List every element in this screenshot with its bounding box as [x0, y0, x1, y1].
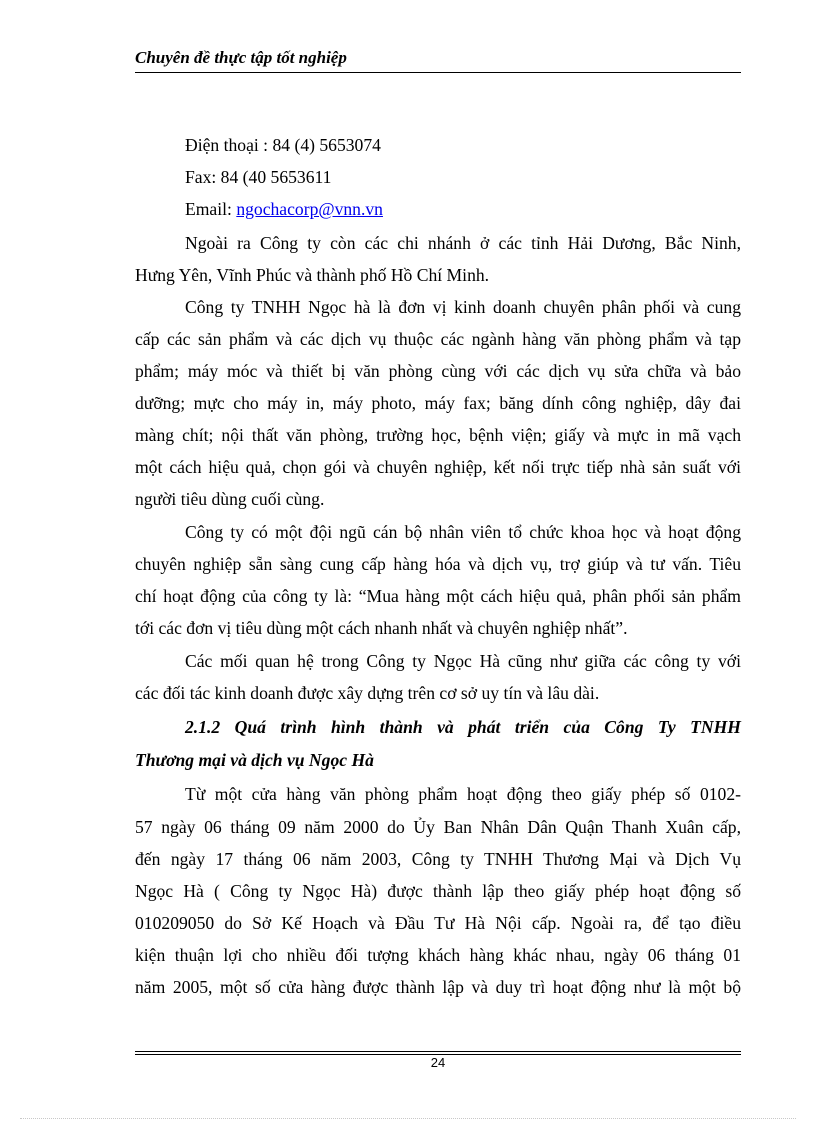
email-label: Email: [185, 199, 237, 219]
paragraph-line: Các mối quan hệ trong Công ty Ngọc Hà cũng như giữa các công ty với [185, 651, 741, 671]
paragraph-line: phẩm; máy móc và thiết bị văn phòng cùng với các dịch vụ sửa chữa và bảo [135, 361, 741, 381]
page-edge [20, 1118, 796, 1119]
section-heading: 2.1.2 Quá trình hình thành và phát triển của Công Ty TNHH [185, 717, 741, 737]
page-header [135, 48, 741, 73]
paragraph-line: năm 2005, một số cửa hàng được thành lập và duy trì hoạt động như là một bộ [135, 977, 741, 997]
phone-line: Điện thoại : 84 (4) 5653074 [185, 135, 381, 155]
paragraph-line: Hưng Yên, Vĩnh Phúc và thành phố Hồ Chí Minh. [135, 265, 490, 285]
email-link[interactable]: ngochacorp@vnn.vn [236, 199, 383, 219]
paragraph-line: đến ngày 17 tháng 06 năm 2003, Công ty TNHH Thương Mại và Dịch Vụ [135, 849, 741, 869]
paragraph-line: Từ một cửa hàng văn phòng phẩm hoạt động theo giấy phép số 0102- [185, 784, 741, 804]
paragraph-line: 010209050 do Sở Kế Hoạch và Đầu Tư Hà Nội cấp. Ngoài ra, để tạo điều [135, 913, 741, 933]
footer-rule [135, 1051, 741, 1052]
section-heading: Thương mại và dịch vụ Ngọc Hà [135, 750, 374, 770]
document-title: Chuyên đề thực tập tốt nghiệp [135, 48, 347, 67]
paragraph-line: một cách hiệu quả, chọn gói và chuyên nghiệp, kết nối trực tiếp nhà sản suất với [135, 457, 741, 477]
paragraph-line: các đối tác kinh doanh được xây dựng trên cơ sở uy tín và lâu dài. [135, 683, 600, 703]
paragraph-line: Ngọc Hà ( Công ty Ngọc Hà) được thành lập theo giấy phép hoạt động số [135, 881, 741, 901]
paragraph-line: 57 ngày 06 tháng 09 năm 2000 do Ủy Ban Nhân Dân Quận Thanh Xuân cấp, [135, 817, 741, 837]
page-number: 24 [430, 1055, 446, 1070]
paragraph-line: người tiêu dùng cuối cùng. [135, 489, 325, 509]
paragraph-line: chí hoạt động của công ty là: “Mua hàng một cách hiệu quả, phân phối sản phẩm [135, 586, 741, 606]
paragraph-line: màng chít; nội thất văn phòng, trường học, bệnh viện; giấy và mực in mã vạch [135, 425, 741, 445]
email-line [185, 198, 791, 220]
paragraph-line: tới các đơn vị tiêu dùng một cách nhanh nhất và chuyên nghiệp nhất”. [135, 618, 628, 638]
paragraph-line: kiện thuận lợi cho nhiều đối tượng khách hàng khác nhau, ngày 06 tháng 01 [135, 945, 741, 965]
paragraph-line: Ngoài ra Công ty còn các chi nhánh ở các tỉnh Hải Dương, Bắc Ninh, [185, 233, 741, 253]
paragraph-line: Công ty TNHH Ngọc hà là đơn vị kinh doanh chuyên phân phối và cung [185, 297, 741, 317]
paragraph-line: cấp các sản phẩm và các dịch vụ thuộc các ngành hàng văn phòng phẩm và tạp [135, 329, 741, 349]
paragraph-line: chuyên nghiệp sẵn sàng cung cấp hàng hóa và dịch vụ, trợ giúp và tư vấn. Tiêu [135, 554, 741, 574]
paragraph-line: dưỡng; mực cho máy in, máy photo, máy fax; băng dính công nghiệp, dây đai [135, 393, 741, 413]
paragraph-line: Công ty có một đội ngũ cán bộ nhân viên tổ chức khoa học và hoạt động [185, 522, 741, 542]
fax-line: Fax: 84 (40 5653611 [185, 167, 332, 187]
